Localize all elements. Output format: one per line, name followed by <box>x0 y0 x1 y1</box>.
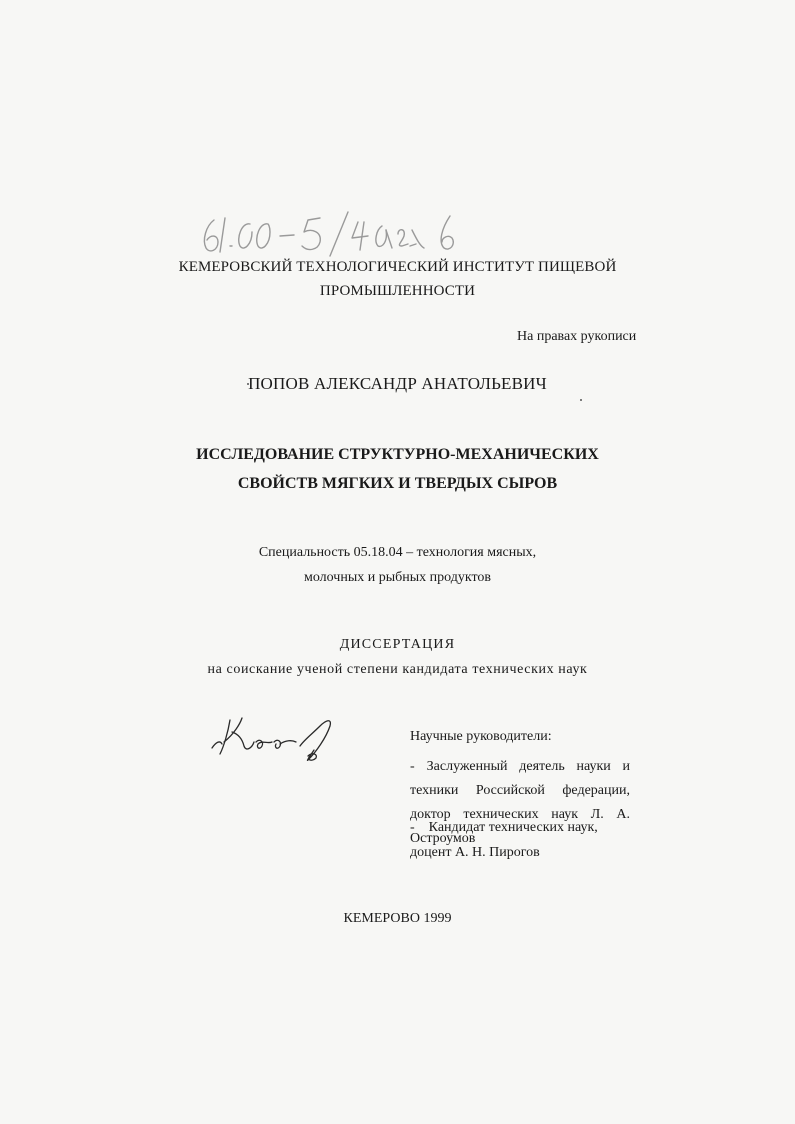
handwritten-archive-code <box>198 208 483 258</box>
document-type: ДИССЕРТАЦИЯ <box>339 637 456 652</box>
institution-line-2: ПРОМЫШЛЕННОСТИ <box>319 283 476 299</box>
degree-description: на соискание ученой степени кандидата технических наук <box>207 662 588 677</box>
scan-speck <box>580 399 582 401</box>
specialty-line-1: Специальность 05.18.04 – технология мясных, <box>258 545 537 560</box>
supervisor-2-text: Кандидат технических наук, <box>428 820 598 835</box>
dissertation-title-line-2: СВОЙСТВ МЯГКИХ И ТВЕРДЫХ СЫРОВ <box>237 475 558 492</box>
author-signature <box>208 712 348 772</box>
supervisors-heading: Научные руководители: <box>410 729 552 744</box>
supervisor-1 <box>410 755 630 851</box>
list-dash: - <box>410 759 415 774</box>
list-dash: - <box>410 820 415 835</box>
supervisor-1-text: Заслуженный деятель науки и техники Российской федерации, доктор технических наук Л. А. Остроумов <box>410 759 630 846</box>
city-year: КЕМЕРОВО 1999 <box>343 911 452 926</box>
supervisor-2 <box>410 820 598 836</box>
specialty-line-2: молочных и рыбных продуктов <box>303 570 492 585</box>
manuscript-rights-note: На правах рукописи <box>517 329 637 344</box>
dissertation-title-line-1: ИССЛЕДОВАНИЕ СТРУКТУРНО-МЕХАНИЧЕСКИХ <box>196 446 599 463</box>
author-name: ПОПОВ АЛЕКСАНДР АНАТОЛЬЕВИЧ <box>248 374 547 393</box>
institution-line-1: КЕМЕРОВСКИЙ ТЕХНОЛОГИЧЕСКИЙ ИНСТИТУТ ПИЩЕВОЙ <box>178 259 617 275</box>
supervisor-2-name: доцент А. Н. Пирогов <box>410 845 540 860</box>
